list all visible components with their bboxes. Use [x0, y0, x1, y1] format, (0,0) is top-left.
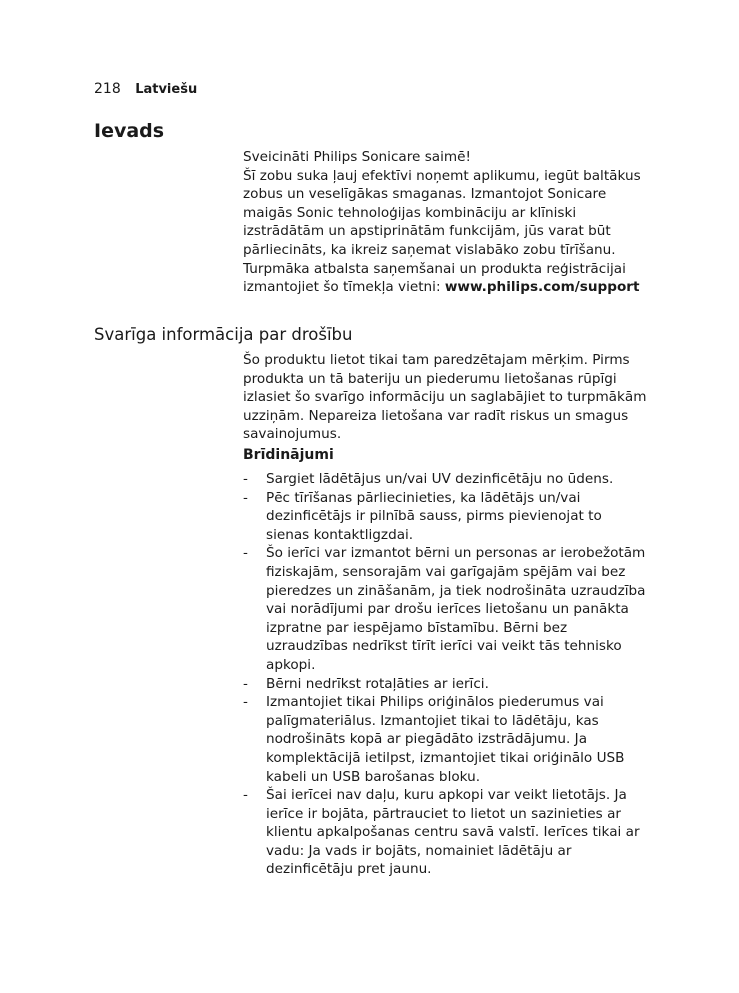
- bullet-dash: -: [243, 787, 248, 804]
- warning-text: Šai ierīcei nav daļu, kuru apkopi var veikt lietotājs. Ja ierīce ir bojāta, pārtrauciet to lietot un sazinieties ar klientu apkalpošanas centru savā valstī. Ierīces tikai ar vadu: Ja vads ir bojāts, nomainiet lādētāju ar dezinficētāju pret jaunu.: [266, 787, 640, 878]
- warning-item: [243, 489, 648, 545]
- support-text: Turpmāka atbalsta saņemšanai un produkta reģistrācijai izmantojiet šo tīmekļa vietni:: [243, 260, 626, 296]
- warning-text: Pēc tīrīšanas pārliecinieties, ka lādētājs un/vai dezinficētājs ir pilnībā sauss, pirms pievienojat to sienas kontaktligzdai.: [266, 489, 602, 543]
- warnings-title: Brīdinājumi: [243, 447, 334, 463]
- bullet-dash: -: [243, 471, 248, 487]
- warning-item: [243, 675, 648, 694]
- bullet-dash: -: [243, 489, 248, 506]
- warning-text: Šo ierīci var izmantot bērni un personas ar ierobežotām fiziskajām, sensorajām vai garīgajām spējām vai bez pieredzes un zināšanām, ja tiek nodrošināta uzraudzība vai norādījumi par drošu ierīces lietošanu un panākta izpratne par iespējamo bīstamību. Bērni bez uzraudzības nedrīkst tīrīt ierīci vai veikt tās tehnisko apkopi.: [266, 545, 646, 673]
- intro-title: Ievads: [94, 120, 165, 142]
- safety-section: [243, 351, 648, 444]
- warning-text: Bērni nedrīkst rotaļāties ar ierīci.: [266, 675, 489, 692]
- intro-paragraph-1: Sveicināti Philips Sonicare saimē!: [243, 149, 471, 165]
- intro-paragraph-2: Šī zobu suka ļauj efektīvi noņemt aplikumu, iegūt baltākus zobus un veselīgākas smaganas. Izmantojot Sonicare maigās Sonic tehnoloģijas kombināciju ar klīniski izstrādātām un apstiprinātām funkcijām, jūs varat būt pārliecināts, ka ikreiz saņemat vislabāko zobu tīrīšanu.: [243, 167, 641, 258]
- page-header: [94, 81, 197, 97]
- safety-paragraph: Šo produktu lietot tikai tam paredzētajam mērķim. Pirms produkta un tā bateriju un piederumu lietošanas rūpīgi izlasiet šo svarīgo informāciju un saglabājiet to turpmākām uzziņām. Nepareiza lietošana var radīt riskus un smagus savainojumus.: [243, 352, 647, 443]
- warning-item: [243, 786, 648, 879]
- support-paragraph: [243, 260, 648, 297]
- intro-section: [243, 148, 648, 297]
- page-number: 218: [94, 81, 121, 97]
- bullet-dash: -: [243, 694, 248, 711]
- warning-item: [243, 544, 648, 674]
- bullet-dash: -: [243, 675, 248, 692]
- warnings-list: [243, 470, 648, 879]
- warning-text: Sargiet lādētājus un/vai UV dezinficētāju no ūdens.: [266, 471, 614, 487]
- support-url: www.philips.com/support: [444, 279, 640, 296]
- warning-item: [243, 693, 648, 786]
- bullet-dash: -: [243, 545, 248, 562]
- language-label: Latviešu: [135, 82, 198, 97]
- safety-title: Svarīga informācija par drošību: [94, 325, 353, 344]
- warning-item: [243, 470, 648, 489]
- warning-text: Izmantojiet tikai Philips oriģinālos piederumus vai palīgmateriālus. Izmantojiet tikai to lādētāju, kas nodrošināts kopā ar piegādāto izstrādājumu. Ja komplektācijā ietilpst, izmantojiet tikai oriģinālo USB kabeli un USB barošanas bloku.: [266, 694, 625, 785]
